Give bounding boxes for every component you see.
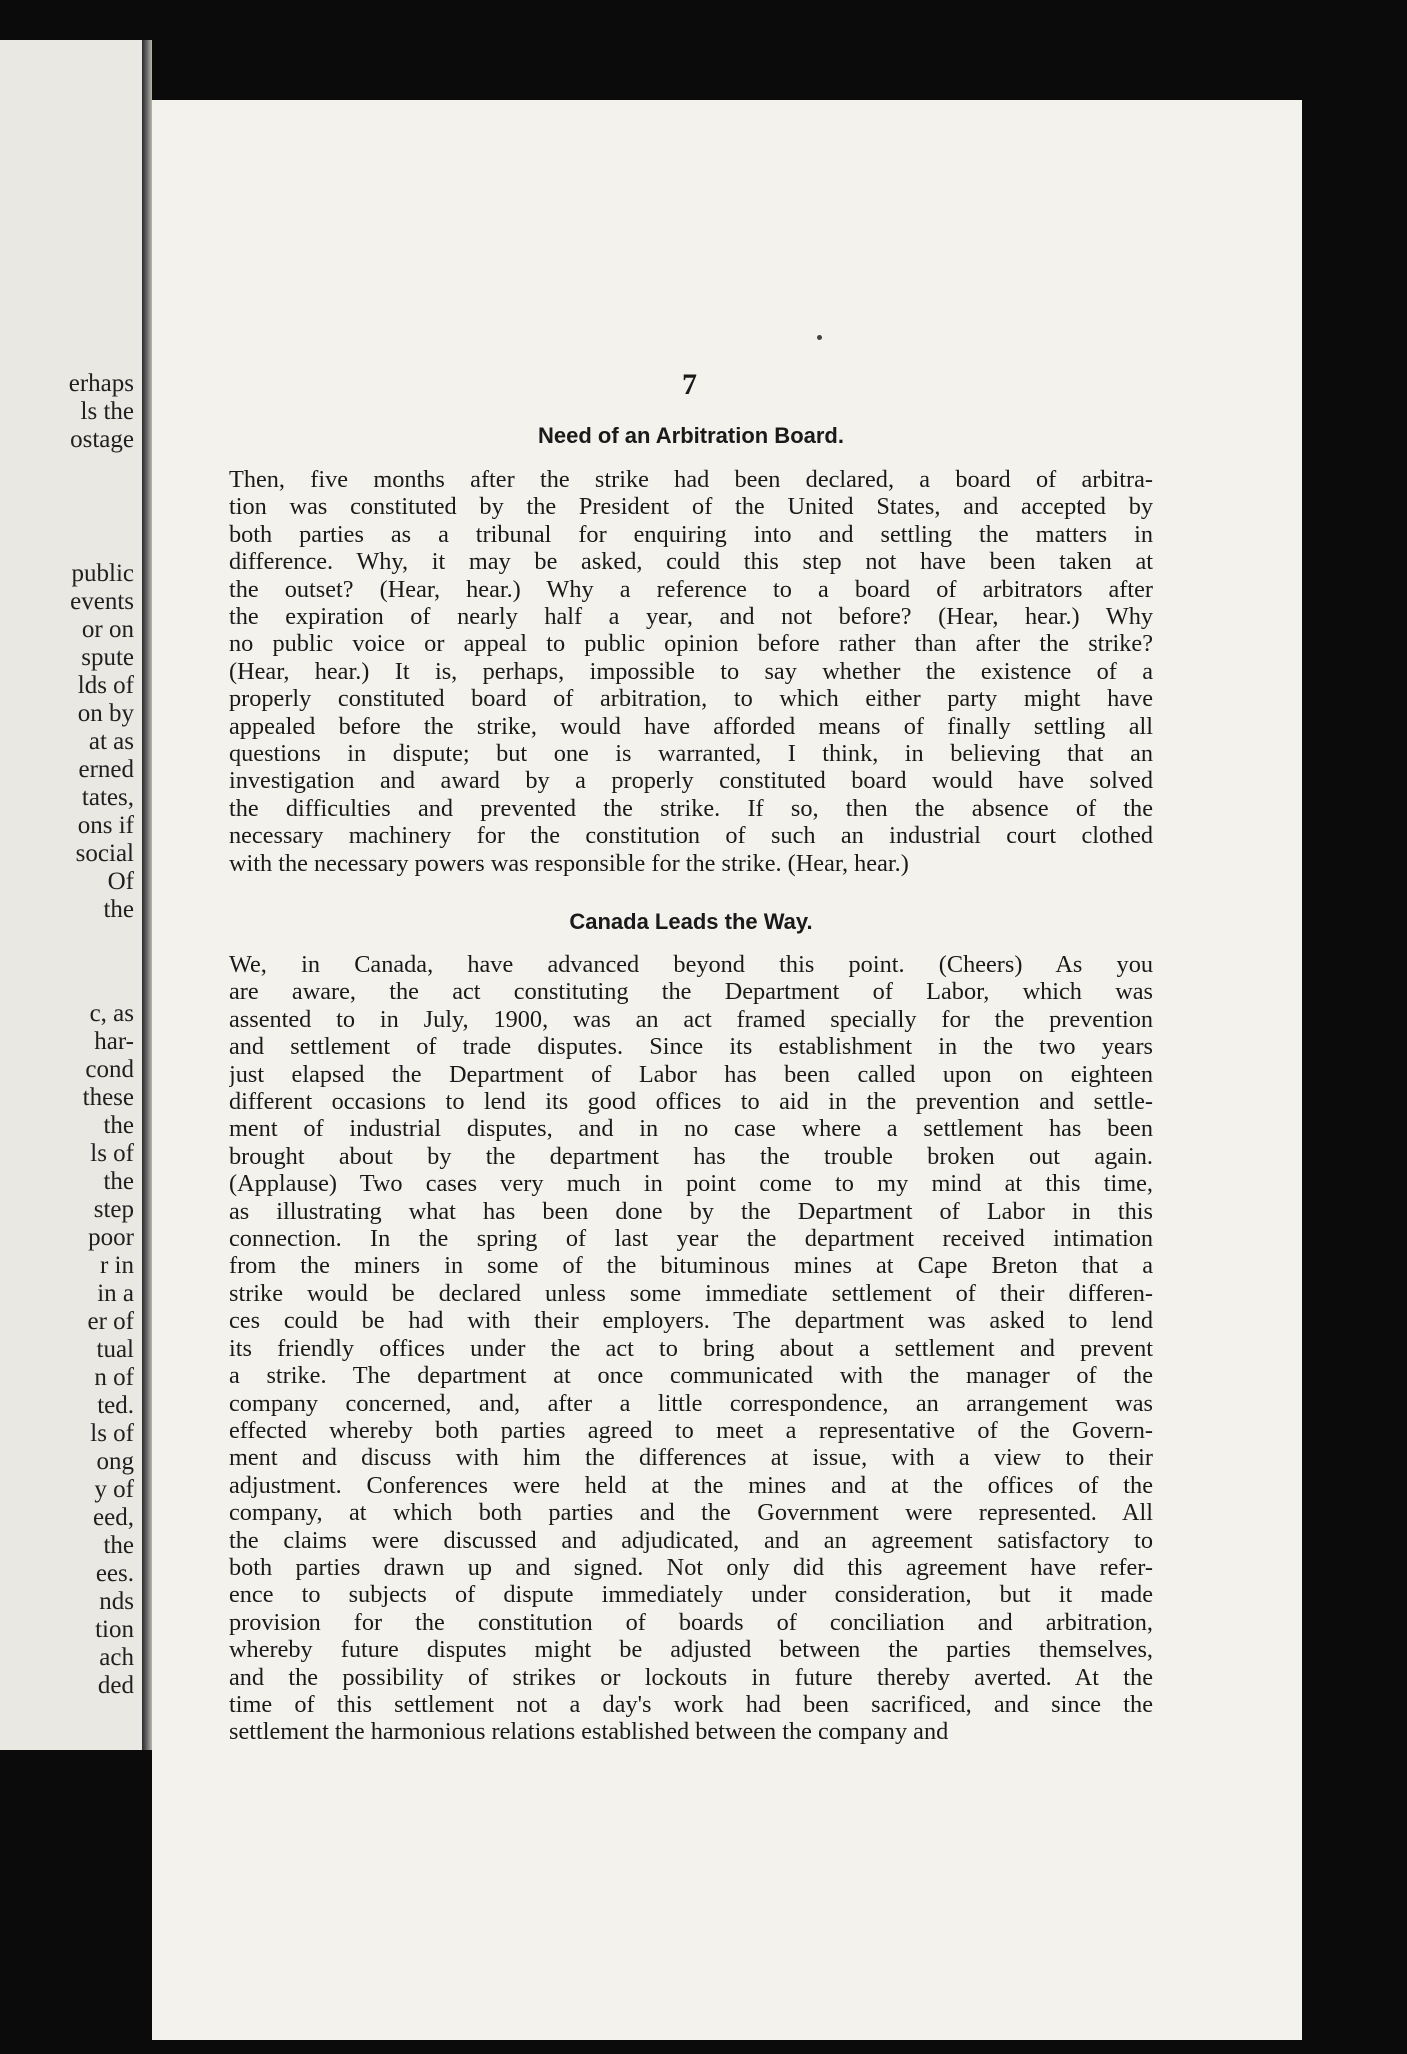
facing-page-edge [0, 40, 142, 1750]
text-line: a strike. The department at once communicated with the manager of the [229, 1362, 1153, 1390]
facing-page-fragment: er of [87, 1308, 134, 1335]
facing-page-fragment: tual [96, 1336, 134, 1363]
text-line: necessary machinery for the constitution of such an industrial court clothed [229, 822, 1153, 850]
facing-page-fragment: or on [81, 616, 134, 643]
facing-page-fragment: ons if [77, 812, 134, 839]
facing-page-fragment: step [93, 1196, 134, 1223]
text-line: no public voice or appeal to public opinion before rather than after the strike? [229, 630, 1153, 658]
text-line: company concerned, and, after a little correspondence, an arrangement was [229, 1389, 1153, 1417]
text-line: different occasions to lend its good offices to aid in the prevention and settle- [229, 1088, 1153, 1116]
text-line: properly constituted board of arbitration, to which either party might have [229, 685, 1153, 713]
text-line: tion was constituted by the President of the United States, and accepted by [229, 493, 1153, 521]
facing-page-fragment: at as [88, 728, 134, 755]
facing-page-fragment: n of [94, 1364, 134, 1391]
text-line: assented to in July, 1900, was an act framed specially for the prevention [229, 1005, 1153, 1033]
facing-page-fragment: on by [77, 700, 134, 727]
facing-page-fragment: the [103, 1112, 134, 1139]
facing-page-fragment: erned [78, 756, 134, 783]
facing-page-fragment: c, as [89, 1000, 134, 1027]
facing-page-fragment: tion [95, 1616, 134, 1643]
text-line: appealed before the strike, would have afforded means of finally settling all [229, 712, 1153, 740]
speck [817, 335, 822, 340]
text-line: ence to subjects of dispute immediately under consideration, but it made [229, 1581, 1153, 1609]
text-line: ment of industrial disputes, and in no case where a settlement has been [229, 1115, 1153, 1143]
facing-page-fragment: nds [99, 1588, 134, 1615]
facing-page-fragment: spute [81, 644, 134, 671]
facing-page-fragment: ls the [80, 398, 134, 425]
text-line: (Applause) Two cases very much in point come to my mind at this time, [229, 1170, 1153, 1198]
text-line: just elapsed the Department of Labor has been called upon on eighteen [229, 1060, 1153, 1088]
text-line: provision for the constitution of boards of conciliation and arbitration, [229, 1608, 1153, 1636]
text-line: questions in dispute; but one is warranted, I think, in believing that an [229, 740, 1153, 768]
facing-page-text [0, 40, 142, 1750]
facing-page-fragment: ded [97, 1672, 134, 1699]
text-line: ment and discuss with him the differences at issue, with a view to their [229, 1444, 1153, 1472]
paragraph-arbitration [229, 466, 1153, 877]
facing-page-fragment: eed, [93, 1504, 134, 1531]
text-line: Then, five months after the strike had been declared, a board of arbitra- [229, 466, 1153, 493]
text-line: brought about by the department has the trouble broken out again. [229, 1142, 1153, 1170]
facing-page-fragment: the [103, 1532, 134, 1559]
text-line: the expiration of nearly half a year, and not before? (Hear, hear.) Why [229, 603, 1153, 631]
text-line: investigation and award by a properly constituted board would have solved [229, 767, 1153, 795]
text-line: settlement the harmonious relations established between the company and [229, 1718, 949, 1746]
facing-page-fragment: events [70, 588, 134, 615]
facing-page-fragment: ls of [90, 1420, 134, 1447]
text-line: and the possibility of strikes or lockouts in future thereby averted. At the [229, 1663, 1153, 1691]
section-heading-canada: Canada Leads the Way. [569, 909, 813, 934]
facing-page-fragment: Of [107, 868, 134, 895]
text-line: (Hear, hear.) It is, perhaps, impossible to say whether the existence of a [229, 657, 1153, 685]
facing-page-fragment: ach [99, 1644, 134, 1671]
text-line: both parties as a tribunal for enquiring into and settling the matters in [229, 520, 1153, 548]
facing-page-fragment: the [103, 1168, 134, 1195]
text-line: the outset? (Hear, hear.) Why a reference to a board of arbitrators after [229, 575, 1153, 603]
facing-page-fragment: lds of [77, 672, 134, 699]
text-line: ces could be had with their employers. The department was asked to lend [229, 1307, 1153, 1335]
text-line: strike would be declared unless some immediate settlement of their differen- [229, 1279, 1153, 1307]
facing-page-fragment: the [103, 896, 134, 923]
text-line: both parties drawn up and signed. Not only did this agreement have refer- [229, 1553, 1153, 1581]
text-line: from the miners in some of the bituminous mines at Cape Breton that a [229, 1252, 1153, 1280]
text-line: effected whereby both parties agreed to meet a representative of the Govern- [229, 1416, 1153, 1444]
book-gutter [142, 40, 152, 1750]
facing-page-fragment: in a [97, 1280, 134, 1307]
text-line: as illustrating what has been done by the Department of Labor in this [229, 1197, 1153, 1225]
facing-page-fragment: public [71, 560, 134, 587]
text-line: the claims were discussed and adjudicated, and an agreement satisfactory to [229, 1526, 1153, 1554]
facing-page-fragment: social [75, 840, 134, 867]
text-line: connection. In the spring of last year the department received intimation [229, 1225, 1153, 1253]
text-line: with the necessary powers was responsible for the strike. (Hear, hear.) [229, 849, 909, 877]
text-line: time of this settlement not a day's work had been sacrificed, and since the [229, 1690, 1153, 1718]
text-line: company, at which both parties and the Government were represented. All [229, 1499, 1153, 1527]
facing-page-fragment: ees. [95, 1560, 134, 1587]
page-number: 7 [682, 368, 697, 401]
text-line: difference. Why, it may be asked, could this step not have been taken at [229, 548, 1153, 576]
text-line: are aware, the act constituting the Department of Labor, which was [229, 978, 1153, 1006]
text-line: adjustment. Conferences were held at the mines and at the offices of the [229, 1471, 1153, 1499]
facing-page-fragment: these [82, 1084, 134, 1111]
text-line: whereby future disputes might be adjusted between the parties themselves, [229, 1636, 1153, 1664]
facing-page-fragment: har- [94, 1028, 134, 1055]
facing-page-fragment: poor [88, 1224, 134, 1251]
facing-page-fragment: ted. [97, 1392, 134, 1419]
facing-page-fragment: y of [94, 1476, 134, 1503]
facing-page-fragment: ls of [90, 1140, 134, 1167]
facing-page-fragment: r in [99, 1252, 134, 1279]
paragraph-canada [229, 951, 1153, 1746]
section-heading-arbitration: Need of an Arbitration Board. [538, 423, 844, 448]
facing-page-fragment: erhaps [68, 370, 134, 397]
text-line: We, in Canada, have advanced beyond this point. (Cheers) As you [229, 951, 1153, 978]
text-line: its friendly offices under the act to bring about a settlement and prevent [229, 1334, 1153, 1362]
text-line: the difficulties and prevented the strike. If so, then the absence of the [229, 794, 1153, 822]
facing-page-fragment: tates, [81, 784, 134, 811]
facing-page-fragment: ostage [70, 426, 134, 453]
facing-page-fragment: ong [96, 1448, 134, 1475]
text-line: and settlement of trade disputes. Since its establishment in the two years [229, 1033, 1153, 1061]
facing-page-fragment: cond [85, 1056, 134, 1083]
